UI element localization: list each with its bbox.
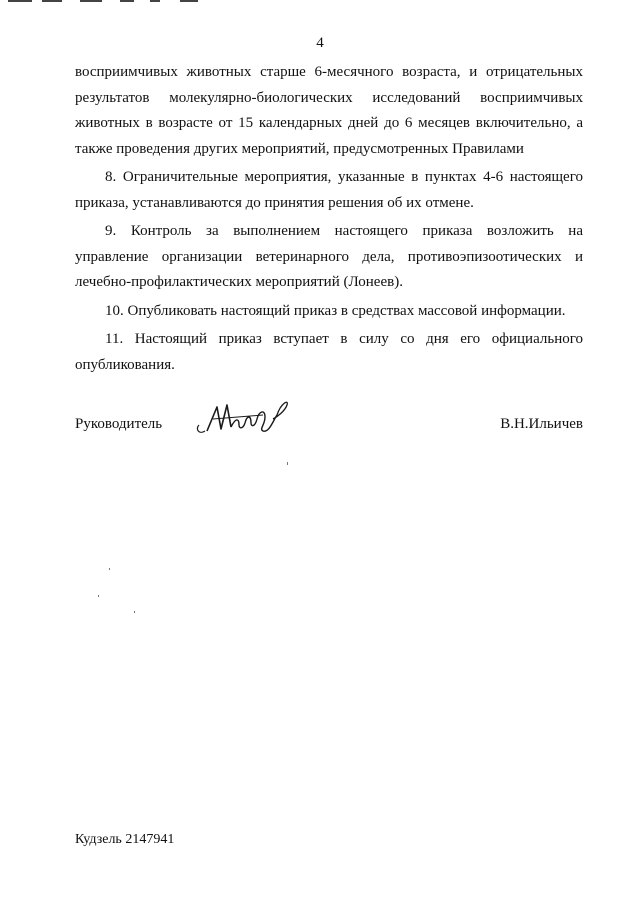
executor-footnote: Кудзель 2147941 — [75, 832, 175, 847]
signatory-name: В.Н.Ильичев — [500, 416, 583, 432]
paragraph-9: 9. Контроль за выполнением настоящего приказа возложить на управление организации ветеринарного дела, противоэпизоотических и лечебно-профилактических мероприятий (Лонеев). — [75, 223, 583, 290]
scan-speck — [134, 611, 135, 613]
scan-speck — [109, 568, 110, 570]
paragraph-8: 8. Ограничительные мероприятия, указанные в пунктах 4-6 настоящего приказа, устанавливаются до принятия решения об их отмене. — [75, 169, 583, 211]
signatory-title: Руководитель — [75, 416, 163, 432]
document-body — [75, 60, 583, 378]
paragraph-10: 10. Опубликовать настоящий приказ в средствах массовой информации. — [105, 302, 566, 319]
paragraph-continuation: восприимчивых животных старше 6-месячного возраста, и отрицательных результатов молекулярно-биологических исследований восприимчивых животных в возрасте от 15 календарных дней до 6 месяцев включительно, а также проведения других мероприятий, предусмотренных Правилами — [75, 64, 583, 157]
page-number: 4 — [316, 35, 324, 51]
scan-speck — [287, 462, 288, 465]
scan-speck — [98, 595, 99, 597]
paragraph-11: 11. Настоящий приказ вступает в силу со дня его официального опубликования. — [75, 331, 583, 373]
signature-block — [75, 413, 583, 453]
scan-top-edge-marks — [0, 0, 640, 6]
handwritten-signature — [193, 395, 293, 441]
